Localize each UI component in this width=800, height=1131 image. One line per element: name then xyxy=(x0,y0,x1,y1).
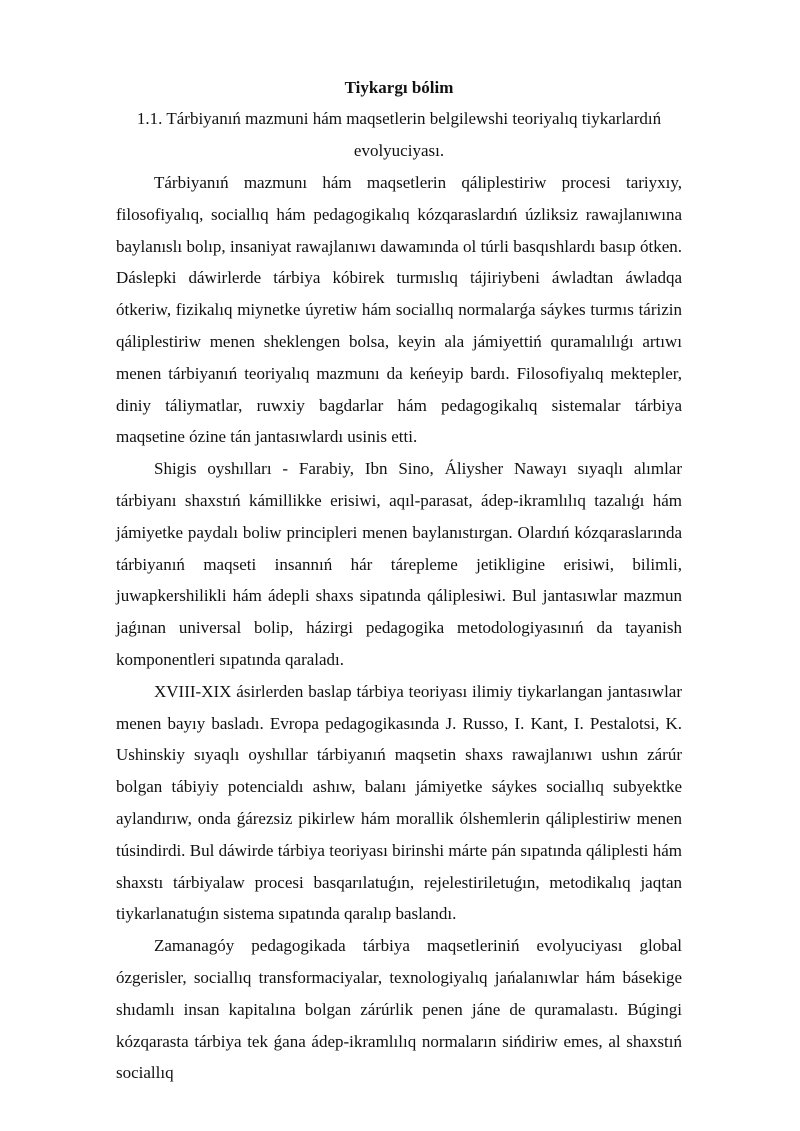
document-content xyxy=(116,72,682,1089)
paragraph-1: Tárbiyanıń mazmunı hám maqsetlerin qáliplestiriw procesi tariyxıy, filosofiyalıq, sociallıq hám pedagogikalıq kózqaraslardıń úzliksiz rawajlanıwına baylanıslı bolıp, insaniyat rawajlanıwı dawamında ol túrli basqıshlardı basıp ótken. Dáslepki dáwirlerde tárbiya kóbirek turmıslıq tájiriybeni áwladtan áwladqa ótkeriw, fizikalıq miynetke úyretiw hám sociallıq normalarǵa sáykes turmıs tárizin qáliplestiriw menen sheklengen bolsa, keyin ala jámiyettiń quramalılıǵı artıwı menen tárbiyanıń teoriyalıq mazmunı da keńeyip bardı. Filosofiyalıq mektepler, diniy táliymatlar, ruwxiy bagdarlar hám pedagogikalıq sistemalar tárbiya maqsetine ózine tán jantasıwlardı usinis etti. xyxy=(116,173,682,447)
subsection-title: 1.1. Tárbiyanıń mazmuni hám maqsetlerin belgilewshi teoriyalıq tiykarlardıń evolyuciyası. xyxy=(136,109,662,160)
paragraph-4: Zamanagóy pedagogikada tárbiya maqsetleriniń evolyuciyası global ózgerisler, sociallıq transformaciyalar, texnologiyalıq jańalanıwlar hám básekige shıdamlı insan kapitalına bolgan zárúrlik penen jáne de quramalastı. Búgingi kózqarasta tárbiya tek ǵana ádep-ikramlılıq normaların sińdiriw emes, al shaxstıń sociallıq xyxy=(116,936,682,1083)
paragraph-3: XVIII-XIX ásirlerden baslap tárbiya teoriyası ilimiy tiykarlangan jantasıwlar menen bayıy basladı. Evropa pedagogikasında J. Russo, I. Kant, I. Pestalotsi, K. Ushinskiy sıyaqlı oyshıllar tárbiyanıń maqsetin shaxs rawajlanıwı ushın zárúr bolgan tábiyiy potencialdı ashıw, balanı jámiyetke sáykes sociallıq subyektke aylandırıw, onda ǵárezsiz pikirlew hám morallik ólshemlerin qáliplestiriw menen túsindirdi. Bul dáwirde tárbiya teoriyası birinshi márte pán sıpatında qáliplesti hám shaxstı tárbiyalaw procesi basqarılatuǵın, rejelestiriletuǵın, metodikalıq jaqtan tiykarlanatuǵın sistema sıpatında qaralıp baslandı. xyxy=(116,681,682,924)
paragraph-2: Shigis oyshılları - Farabiy, Ibn Sino, Áliysher Nawayı sıyaqlı alımlar tárbiyanı shaxstıń kámillikke erisiwi, aqıl-parasat, ádep-ikramlılıq tazalıǵı hám jámiyetke paydalı boliw principleri menen baylanıstırgan. Olardıń kózqaraslarında tárbiyanıń maqseti insannıń hár tárepleme jetikligine erisiwi, bilimli, juwapkershilikli hám ádepli shaxs sipatında qáliplesiwi. Bul jantasıwlar mazmun jaǵınan universal bolip, házirgi pedagogika metodologiyasınıń da tayanish komponentleri sıpatında qaraladı. xyxy=(116,459,682,669)
section-heading: Tiykargı bólim xyxy=(344,78,454,97)
